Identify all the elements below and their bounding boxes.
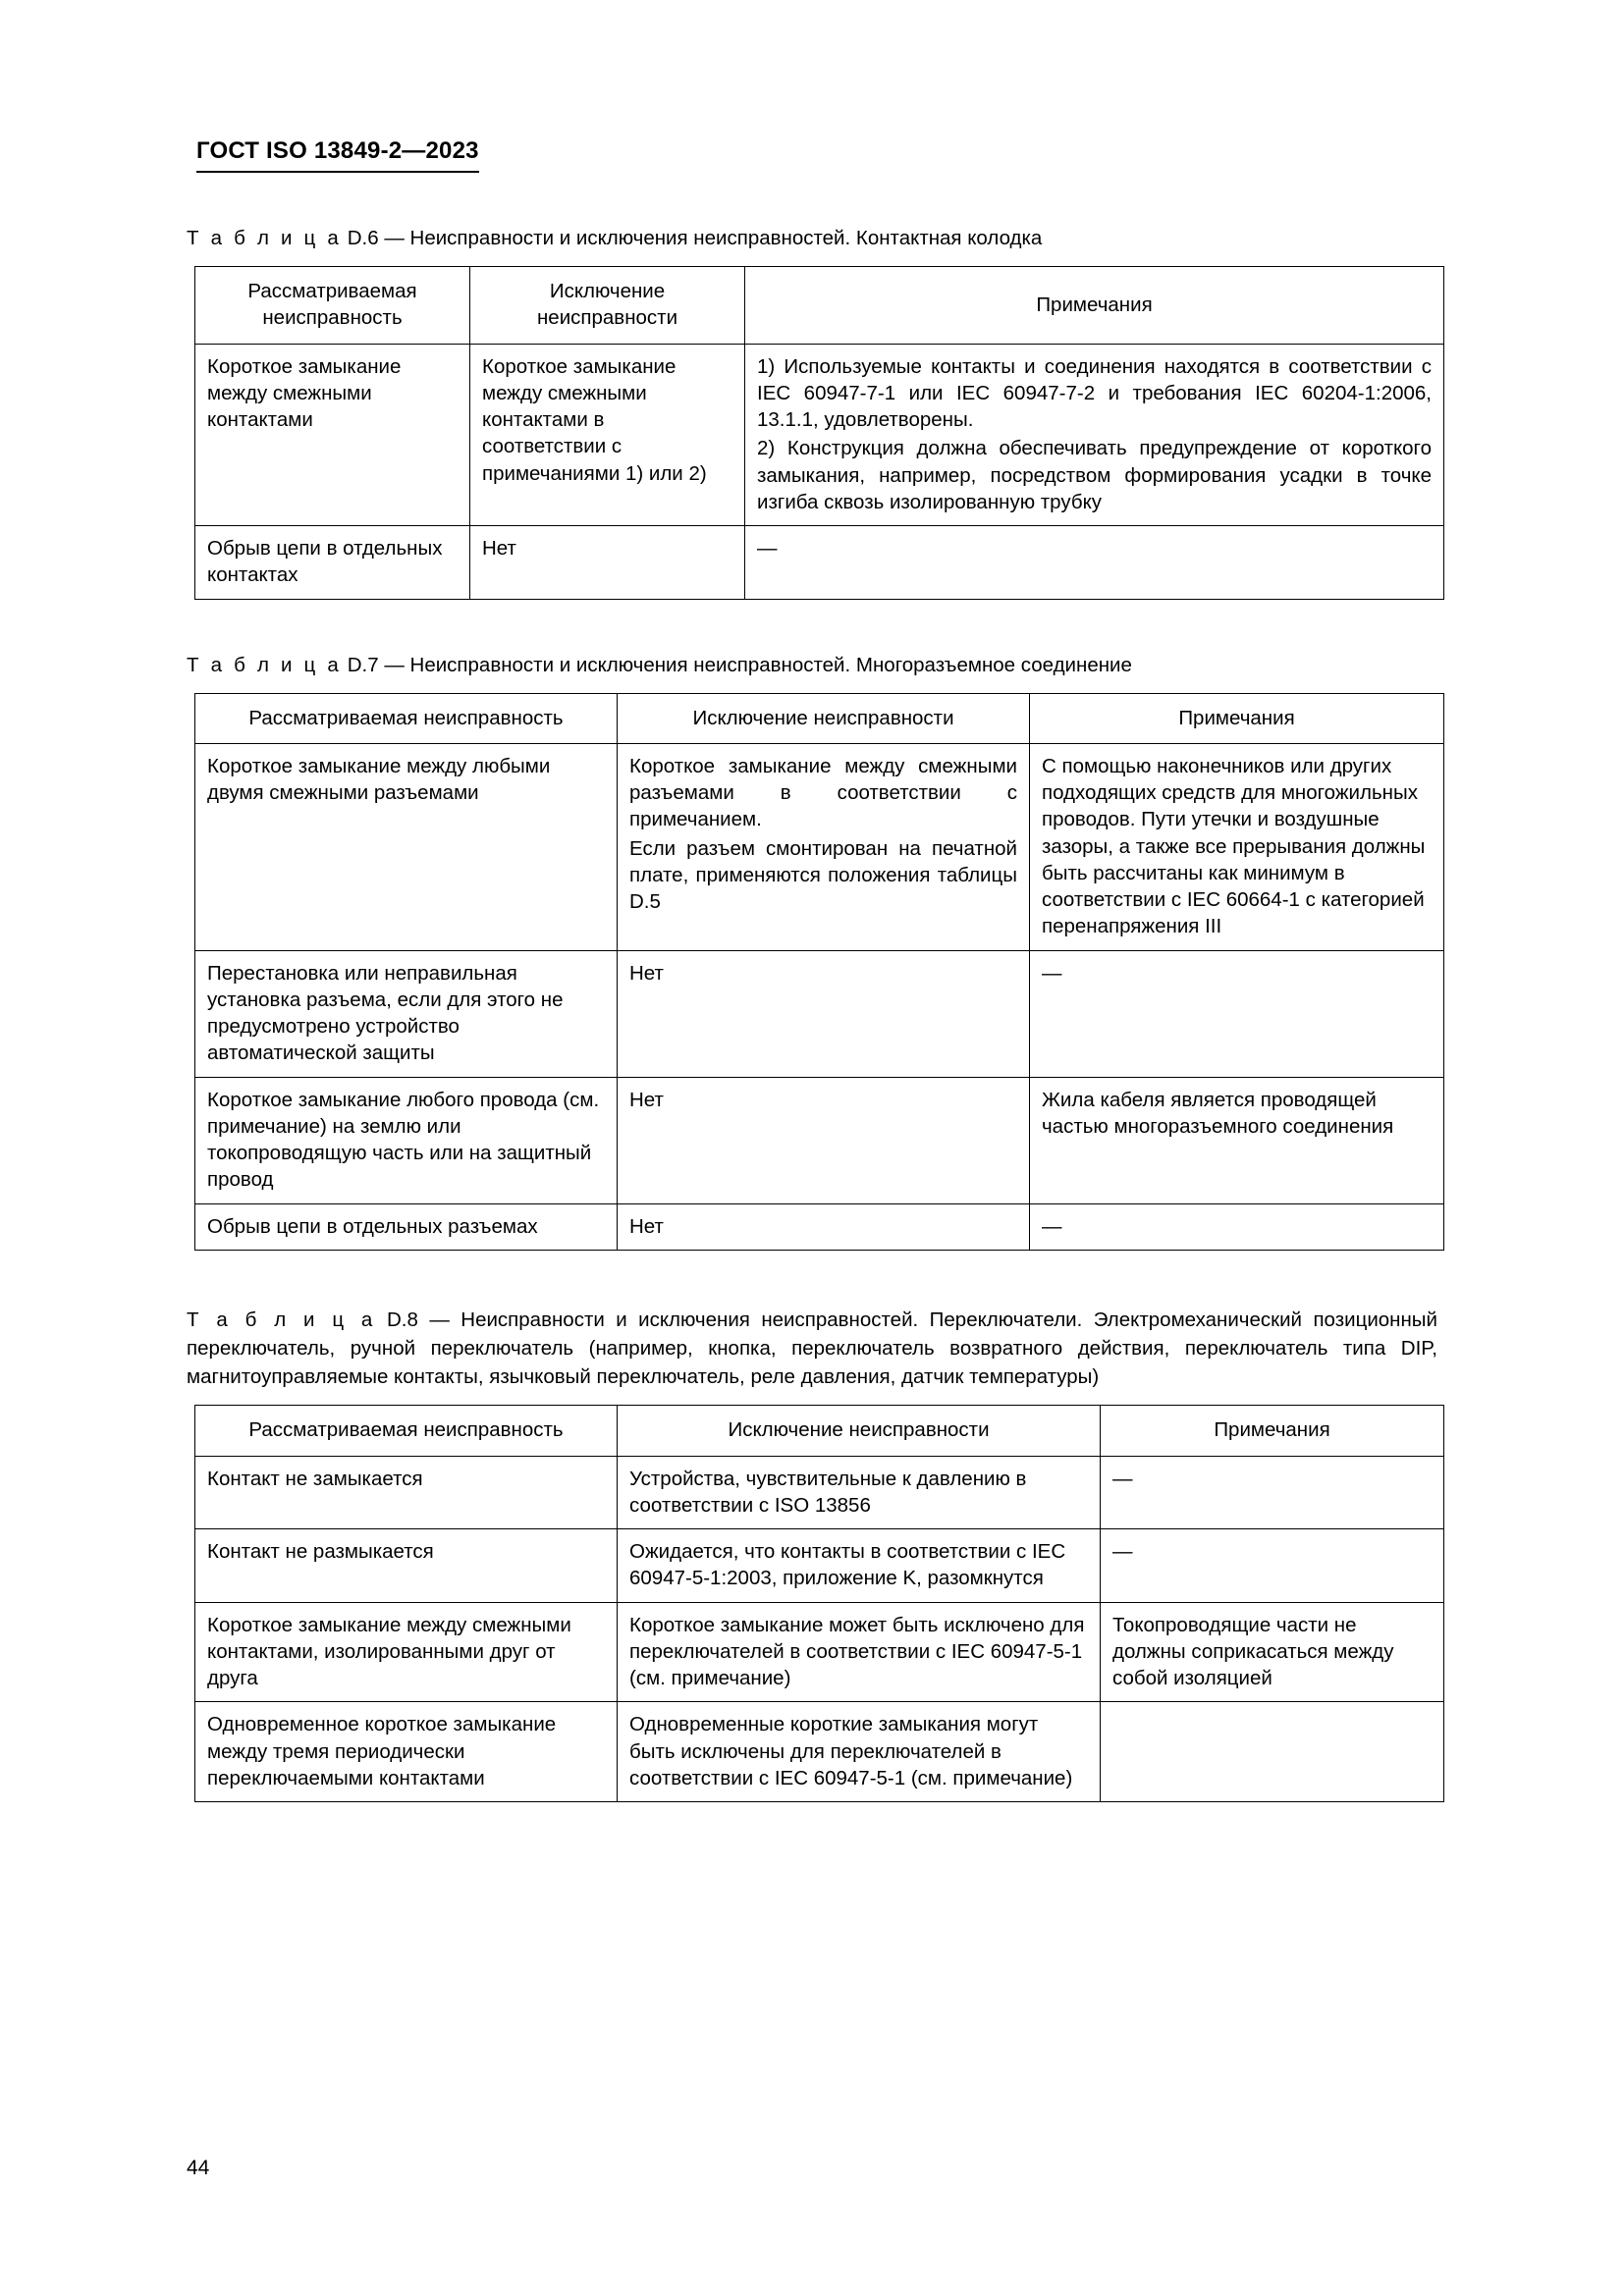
cell-fault: Перестановка или неправильная установка разъема, если для этого не предусмотрено устройство автоматической защиты	[195, 950, 618, 1077]
cell-fault: Короткое замыкание любого провода (см. примечание) на землю или токопроводящую часть или на защитный провод	[195, 1077, 618, 1203]
table-header-row	[195, 267, 1444, 345]
cell-notes: —	[1101, 1456, 1444, 1529]
cell-notes	[1101, 1702, 1444, 1802]
cell-exclusion: Нет	[470, 526, 745, 600]
column-header-notes: Примечания	[1030, 693, 1444, 743]
table-row	[195, 1456, 1444, 1529]
column-header-notes: Примечания	[1101, 1406, 1444, 1456]
cell-notes: —	[1030, 950, 1444, 1077]
table-row	[195, 1702, 1444, 1802]
cell-fault: Короткое замыкание между любыми двумя смежными разъемами	[195, 743, 618, 950]
document-standard-title: ГОСТ ISO 13849-2—2023	[196, 137, 479, 173]
table-row	[195, 1602, 1444, 1702]
cell-fault: Обрыв цепи в отдельных контактах	[195, 526, 470, 600]
table-row	[195, 950, 1444, 1077]
cell-notes: Токопроводящие части не должны соприкасаться между собой изоляцией	[1101, 1602, 1444, 1702]
cell-notes: Жила кабеля является проводящей частью многоразъемного соединения	[1030, 1077, 1444, 1203]
cell-fault: Короткое замыкание между смежными контактами	[195, 344, 470, 526]
cell-notes: —	[1030, 1203, 1444, 1250]
column-header-notes: Примечания	[745, 267, 1444, 345]
cell-exclusion	[618, 743, 1030, 950]
cell-exclusion: Нет	[618, 950, 1030, 1077]
cell-fault: Контакт не замыкается	[195, 1456, 618, 1529]
note-item-2: 2) Конструкция должна обеспечивать предупреждение от короткого замыкания, например, посредством формирования усадки в точке изгиба сквозь изолированную трубку	[757, 437, 1432, 513]
table-row	[195, 1203, 1444, 1250]
table-d7	[194, 693, 1444, 1251]
column-header-fault: Рассматриваемая неисправность	[195, 693, 618, 743]
table-d6	[194, 266, 1444, 600]
caption-text-d7: — Неисправности и исключения неисправностей. Многоразъемное соединение	[384, 653, 1132, 676]
column-header-fault: Рассматриваемая неисправность	[195, 267, 470, 345]
cell-exclusion: Одновременные короткие замыкания могут быть исключены для переключателей в соответствии с IEC 60947-5-1 (см. примечание)	[618, 1702, 1101, 1802]
table-header-row	[195, 693, 1444, 743]
table-d8	[194, 1405, 1444, 1802]
cell-notes: С помощью наконечников или других подходящих средств для многожильных проводов. Пути утечки и воздушные зазоры, а также все прерывания должны быть рассчитаны как минимум в соответствии с IEC 60664-1 с категорией перенапряжения III	[1030, 743, 1444, 950]
cell-fault: Контакт не размыкается	[195, 1529, 618, 1603]
caption-text-d6: — Неисправности и исключения неисправностей. Контактная колодка	[384, 227, 1043, 249]
cell-exclusion: Ожидается, что контакты в соответствии с IEC 60947-5-1:2003, приложение K, разомкнутся	[618, 1529, 1101, 1603]
cell-fault: Короткое замыкание между смежными контактами, изолированными друг от друга	[195, 1602, 618, 1702]
exclusion-item-2: Если разъем смонтирован на печатной плате, применяются положения таблицы D.5	[629, 836, 1017, 914]
table-caption-d8	[187, 1306, 1437, 1391]
column-header-exclusion: Исключение неисправности	[470, 267, 745, 345]
column-header-exclusion: Исключение неисправности	[618, 693, 1030, 743]
caption-number-d8: D.8	[386, 1308, 418, 1331]
note-item-1: 1) Используемые контакты и соединения находятся в соответствии с IEC 60947-7-1 или IEC 60947-7-2 и требования IEC 60204-1:2006, 13.1.1, удовлетворены.	[757, 354, 1432, 432]
table-row	[195, 1077, 1444, 1203]
cell-exclusion: Нет	[618, 1077, 1030, 1203]
cell-notes	[745, 344, 1444, 526]
cell-fault: Обрыв цепи в отдельных разъемах	[195, 1203, 618, 1250]
cell-exclusion: Нет	[618, 1203, 1030, 1250]
caption-label-d8: Т а б л и ц а	[187, 1308, 376, 1331]
exclusion-item-1: Короткое замыкание между смежными разъемами в соответствии с примечанием.	[629, 754, 1017, 831]
table-d6-wrapper	[194, 266, 1437, 600]
table-header-row	[195, 1406, 1444, 1456]
cell-exclusion: Короткое замыкание между смежными контактами в соответствии с примечаниями 1) или 2)	[470, 344, 745, 526]
table-caption-d7	[187, 651, 1437, 679]
cell-exclusion: Короткое замыкание может быть исключено для переключателей в соответствии с IEC 60947-5-1 (см. примечание)	[618, 1602, 1101, 1702]
caption-number-d7: D.7	[347, 653, 379, 676]
table-row	[195, 344, 1444, 526]
cell-fault: Одновременное короткое замыкание между тремя периодически переключаемыми контактами	[195, 1702, 618, 1802]
cell-exclusion: Устройства, чувствительные к давлению в соответствии с ISO 13856	[618, 1456, 1101, 1529]
caption-label-d6: Т а б л и ц а	[187, 227, 342, 249]
table-row	[195, 1529, 1444, 1603]
column-header-fault: Рассматриваемая неисправность	[195, 1406, 618, 1456]
table-caption-d6	[187, 224, 1437, 252]
cell-notes: —	[745, 526, 1444, 600]
caption-label-d7: Т а б л и ц а	[187, 653, 342, 676]
table-row	[195, 743, 1444, 950]
column-header-exclusion: Исключение неисправности	[618, 1406, 1101, 1456]
caption-number-d6: D.6	[347, 227, 379, 249]
table-row	[195, 526, 1444, 600]
caption-text-d8: — Неисправности и исключения неисправностей. Переключатели. Электромеханический позиционный переключатель, ручной переключатель (например, кнопка, переключатель возвратного действия, переключатель типа DIP, магнитоуправляемые контакты, язычковый переключатель, реле давления, датчик температуры)	[187, 1308, 1437, 1389]
cell-notes: —	[1101, 1529, 1444, 1603]
page-number: 44	[187, 2157, 210, 2179]
page-header	[187, 137, 1437, 173]
